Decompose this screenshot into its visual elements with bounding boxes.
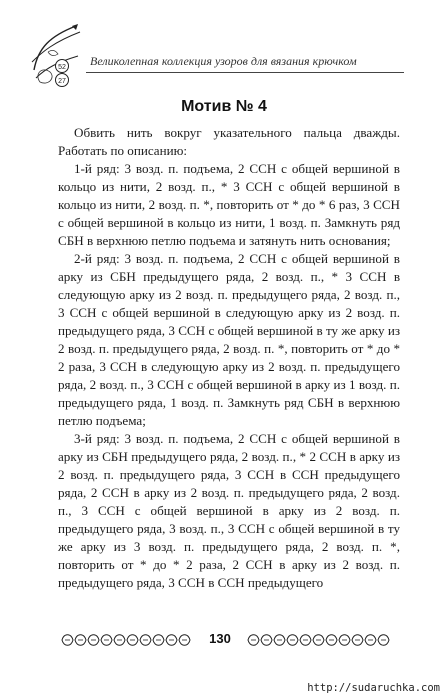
paragraph-row-3: 3-й ряд: 3 возд. п. подъема, 2 ССН с общей вершиной в арку из СБН предыдущего ряда, 2 возд. п., * 2 ССН в арку из 2 возд. п. предыдущего ряда, 3 ССН в ССН предыдущего ряда, 2 ССН в арку из 2 возд. п. предыдущего ряда, 2 возд. п., 3 ССН с общей вершиной в арку из 2 возд. п. предыдущего ряда, 3 возд. п., 3 ССН с общей вершиной в ту же арку из 3 возд. п. предыдущего ряда, 2 возд. п. *, повторить от * до * 2 раза, 2 ССН в арку из 2 возд. п. предыдущего ряда, 3 ССН в ССН предыдущего — [58, 431, 400, 590]
page-footer — [0, 628, 448, 654]
decorative-stitch-pattern-left-icon — [60, 632, 198, 648]
crochet-hook-logo-icon — [28, 22, 86, 94]
logo-number-bottom: 27 — [58, 78, 66, 85]
decorative-stitch-pattern-right-icon — [246, 632, 396, 648]
section-title: Мотив № 4 — [181, 98, 267, 115]
instructions-text — [58, 124, 400, 592]
paragraph-row-1: 1-й ряд: 3 возд. п. подъема, 2 ССН с общей вершиной в кольцо из нити, 2 возд. п., * 3 ССН с общей вершиной в кольцо из нити, 2 возд. п. *, повторить от * до * 6 раз, 3 ССН с общей вершиной в кольцо из нити, 1 возд. п. Замкнуть ряд СБН в верхнюю петлю подъема и затянуть нить основания; — [58, 161, 400, 248]
source-watermark: http://sudaruchka.com — [307, 682, 440, 694]
header-divider — [86, 72, 404, 73]
paragraph-intro: Обвить нить вокруг указательного пальца дважды. Работать по описанию: — [58, 125, 400, 158]
paragraph-row-2: 2-й ряд: 3 возд. п. подъема, 2 ССН с общей вершиной в арку из СБН предыдущего ряда, 2 возд. п., * 3 ССН в следующую арку из 2 возд. п. предыдущего ряда, 2 возд. п., 3 ССН с общей вершиной в следующую арку из 2 возд. п. предыдущего ряда, 3 ССН с общей вершиной в ту же арку из 2 возд. п. предыдущего ряда, 2 возд. п. *, повторить от * до * 2 раза, 3 ССН в следующую арку из 2 возд. п. предыдущего ряда, 2 возд. п., 3 ССН с общей вершиной в арку из 1 возд. п. предыдущего ряда, 1 возд. п. Замкнуть ряд СБН в верхнюю петлю подъема; — [58, 251, 400, 428]
page-header — [0, 18, 448, 98]
logo-number-top: 52 — [58, 64, 66, 71]
book-title: Великолепная коллекция узоров для вязания крючком — [90, 54, 357, 68]
page-number: 130 — [209, 631, 231, 646]
